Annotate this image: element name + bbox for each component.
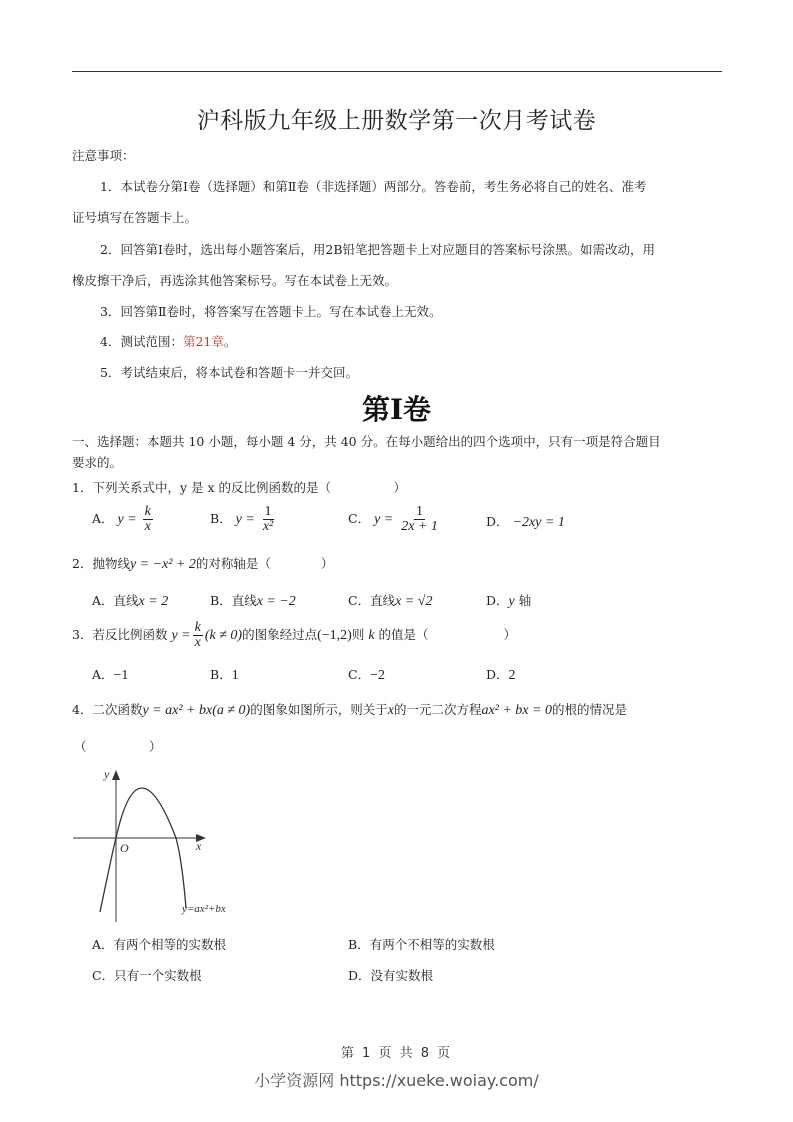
question-4-blank: （ ） [74, 739, 162, 754]
question-4-option-b: B．有两个不相等的实数根 [348, 937, 495, 952]
page-number: 第 1 页 共 8 页 [340, 1046, 453, 1061]
svg-text:x: x [196, 839, 202, 853]
notice-heading: 注意事项： [72, 148, 135, 163]
parabola-figure [68, 762, 248, 924]
page-title: 沪科版九年级上册数学第一次月考试卷 [196, 108, 597, 134]
question-3-option-c: C．−2 [348, 667, 385, 683]
notice-item-1-cont: 证号填写在答题卡上。 [72, 210, 198, 225]
notice-item-4-suffix: 。 [223, 334, 237, 349]
test-scope-highlight: 第21章 [182, 334, 224, 349]
fraction: $\frac{1}{2x + 1}$ [401, 504, 438, 534]
question-2-option-c: C．直线x = √2 [348, 593, 433, 609]
svg-text:y=ax²+bx: y=ax²+bx [182, 903, 226, 915]
notice-item-2-cont: 橡皮擦干净后，再选涂其他答案标号。写在本试卷上无效。 [72, 273, 398, 288]
question-1-option-a: A． y = $\frac{k}{x}$ [92, 504, 151, 534]
question-2-option-a: A．直线x = 2 [92, 593, 169, 609]
notice-item-2: 2．回答第Ⅰ卷时，选出每小题答案后，用2B铅笔把答题卡上对应题目的答案标号涂黑。如需改动，用 [100, 242, 656, 257]
question-3-option-b: B．1 [210, 667, 239, 683]
fraction: $\frac{k}{x}$ [194, 620, 201, 650]
question-1-option-b: B． y = $\frac{1}{\text{x²}}$ [210, 504, 274, 534]
section-intro: 一、选择题：本题共 10 小题，每小题 4 分，共 40 分。在每小题给出的四个选项中，只有一项是符合题目 [72, 434, 661, 449]
question-2-option-b: B．直线x = −2 [210, 593, 296, 609]
question-4-option-c: C．只有一个实数根 [92, 968, 202, 983]
question-3-option-a: A．−1 [92, 667, 129, 683]
question-1-option-d: D． −2xy = 1 [486, 514, 565, 530]
question-4-stem: 4．二次函数y = ax² + bx(a ≠ 0)的图象如图所示，则关于x的一元二次方程ax² + bx = 0的根的情况是 [72, 702, 627, 718]
notice-item-3: 3．回答第Ⅱ卷时，将答案写在答题卡上。写在本试卷上无效。 [100, 304, 442, 319]
question-4-option-d: D．没有实数根 [348, 968, 434, 983]
svg-text:y: y [104, 767, 110, 781]
notice-item-4-prefix: 4．测试范围： [100, 334, 183, 349]
fraction: $\frac{k}{x}$ [144, 504, 151, 534]
svg-text:O: O [120, 841, 129, 855]
question-1-option-c: C． y = $\frac{1}{2x + 1}$ [348, 504, 438, 534]
notice-item-1: 1．本试卷分第Ⅰ卷（选择题）和第Ⅱ卷（非选择题）两部分。答卷前，考生务必将自己的姓名、准考 [100, 179, 647, 194]
section-title: 第Ⅰ卷 [361, 393, 432, 426]
question-1-stem: 1．下列关系式中，y 是 x 的反比例函数的是（ ） [72, 480, 406, 495]
notice-item-4 [100, 332, 236, 350]
question-3-stem: 3．若反比例函数 y = $\frac{k}{x}$ (k ≠ 0)的图象经过点(−1,2)则 k 的值是（ ） [72, 620, 517, 650]
notice-item-5: 5．考试结束后，将本试卷和答题卡一并交回。 [100, 365, 358, 380]
question-3-option-d: D．2 [486, 667, 516, 683]
fraction: $\frac{1}{\text{x²}}$ [262, 504, 274, 534]
y-axis-arrow-icon [112, 770, 120, 780]
question-2-option-d: D．y 轴 [486, 593, 532, 609]
section-intro-cont: 要求的。 [72, 455, 123, 470]
watermark-link: 小学资源网 https://xueke.woiay.com/ [254, 1071, 539, 1090]
question-2-stem: 2．抛物线y = −x² + 2的对称轴是（ ） [72, 556, 334, 572]
question-4-option-a: A．有两个相等的实数根 [92, 937, 227, 952]
header-rule [72, 71, 722, 72]
